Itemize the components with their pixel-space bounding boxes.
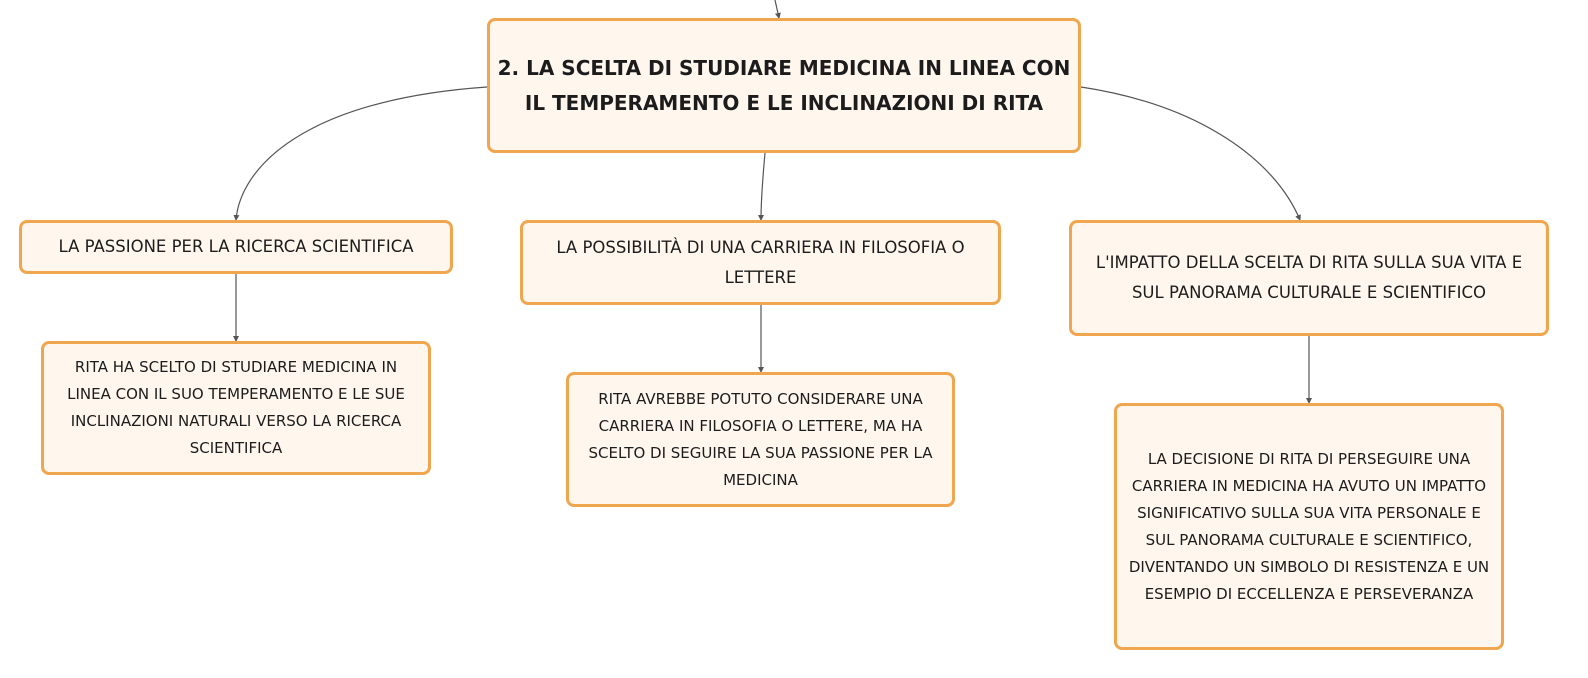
topic-node-ricerca-scientifica[interactable] [19,220,453,274]
topic-node-label: LA POSSIBILITÀ DI UNA CARRIERA IN FILOSOFIA O LETTERE [556,237,965,287]
detail-node-filosofia-lettere[interactable] [566,372,955,507]
topic-node-impatto-scelta[interactable] [1069,220,1549,336]
detail-node-label: RITA AVREBBE POTUTO CONSIDERARE UNA CARRIERA IN FILOSOFIA O LETTERE, MA HA SCELTO DI SEGUIRE LA SUA PASSIONE PER LA MEDICINA [588,389,933,489]
topic-node-label: L'IMPATTO DELLA SCELTA DI RITA SULLA SUA VITA E SUL PANORAMA CULTURALE E SCIENTIFICO [1095,253,1523,302]
root-node[interactable] [487,18,1081,153]
connector-root-to-topic-1 [236,87,487,220]
connector-root-to-topic-2 [761,153,765,220]
detail-node-impatto-scelta[interactable] [1114,403,1504,650]
detail-node-label: LA DECISIONE DI RITA DI PERSEGUIRE UNA CARRIERA IN MEDICINA HA AVUTO UN IMPATTO SIGNIFICATIVO SULLA SUA VITA PERSONALE E SUL PANORAMA CULTURALE E SCIENTIFICO, DIVENTANDO UN SIMBOLO DI RESISTENZA E UN ESEMPIO DI ECCELLENZA E PERSEVERANZA [1128,449,1490,603]
root-node-label: 2. LA SCELTA DI STUDIARE MEDICINA IN LINEA CON IL TEMPERAMENTO E LE INCLINAZIONI DI RITA [497,55,1071,115]
connector-root-to-topic-3 [1081,87,1300,220]
detail-node-label: RITA HA SCELTO DI STUDIARE MEDICINA IN LINEA CON IL SUO TEMPERAMENTO E LE SUE INCLINAZIONI NATURALI VERSO LA RICERCA SCIENTIFICA [67,358,405,457]
connector-parent-to-root [775,0,779,18]
topic-node-filosofia-lettere[interactable] [520,220,1001,305]
topic-node-label: LA PASSIONE PER LA RICERCA SCIENTIFICA [58,237,414,256]
detail-node-ricerca-scientifica[interactable] [41,341,431,475]
